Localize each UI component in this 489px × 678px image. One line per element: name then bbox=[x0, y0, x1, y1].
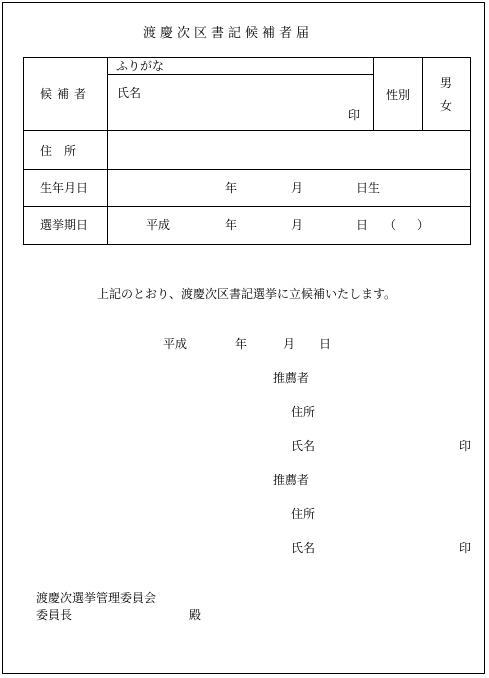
recommender-name-label: 氏名 bbox=[291, 439, 316, 453]
document-title: 渡慶次区書記候補者届 bbox=[143, 26, 314, 41]
table-row-divider bbox=[23, 130, 471, 131]
weekday-paren-open: （ bbox=[384, 218, 397, 232]
candidate-label: 候補者 bbox=[40, 87, 92, 101]
table-row-divider bbox=[23, 206, 471, 207]
recommender-label: 推薦者 bbox=[273, 473, 310, 487]
submission-era: 平成 bbox=[163, 337, 188, 351]
birth-month: 月 bbox=[291, 181, 304, 195]
election-day: 日 bbox=[356, 218, 369, 232]
election-year: 年 bbox=[225, 218, 238, 232]
weekday-paren-close: ） bbox=[417, 218, 430, 232]
label-column-divider bbox=[107, 57, 108, 245]
declaration-statement: 上記のとおり、渡慶次区書記選挙に立候補いたします。 bbox=[97, 287, 397, 301]
election-date-label: 選挙期日 bbox=[40, 218, 89, 232]
gender-female: 女 bbox=[440, 99, 453, 113]
recommender-address-label: 住所 bbox=[291, 405, 316, 419]
gender-value-divider bbox=[422, 57, 423, 130]
recommender-name-label: 氏名 bbox=[291, 541, 316, 555]
addressee-chair: 委員長 bbox=[36, 608, 73, 622]
recommender-seal: 印 bbox=[459, 439, 472, 453]
furigana-divider bbox=[107, 74, 373, 75]
submission-year: 年 bbox=[235, 337, 248, 351]
birthdate-label: 生年月日 bbox=[40, 181, 89, 195]
table-row-divider bbox=[23, 169, 471, 170]
election-month: 月 bbox=[291, 218, 304, 232]
submission-day: 日 bbox=[319, 337, 332, 351]
addressee-committee: 渡慶次選挙管理委員会 bbox=[36, 591, 157, 605]
birth-year: 年 bbox=[225, 181, 238, 195]
gender-column-divider bbox=[373, 57, 374, 130]
name-label: 氏名 bbox=[117, 86, 142, 100]
birth-day-suffix: 日生 bbox=[356, 181, 381, 195]
recommender-address-label: 住所 bbox=[291, 507, 316, 521]
candidate-table bbox=[23, 57, 471, 245]
gender-male: 男 bbox=[440, 76, 453, 90]
furigana-label: ふりがな bbox=[116, 59, 165, 73]
address-label: 住 所 bbox=[40, 144, 77, 158]
gender-label: 性別 bbox=[386, 88, 411, 102]
seal-mark: 印 bbox=[348, 108, 361, 122]
election-era: 平成 bbox=[146, 218, 171, 232]
recommender-label: 推薦者 bbox=[273, 371, 310, 385]
addressee-honorific: 殿 bbox=[189, 608, 202, 622]
submission-month: 月 bbox=[283, 337, 296, 351]
recommender-seal: 印 bbox=[459, 541, 472, 555]
